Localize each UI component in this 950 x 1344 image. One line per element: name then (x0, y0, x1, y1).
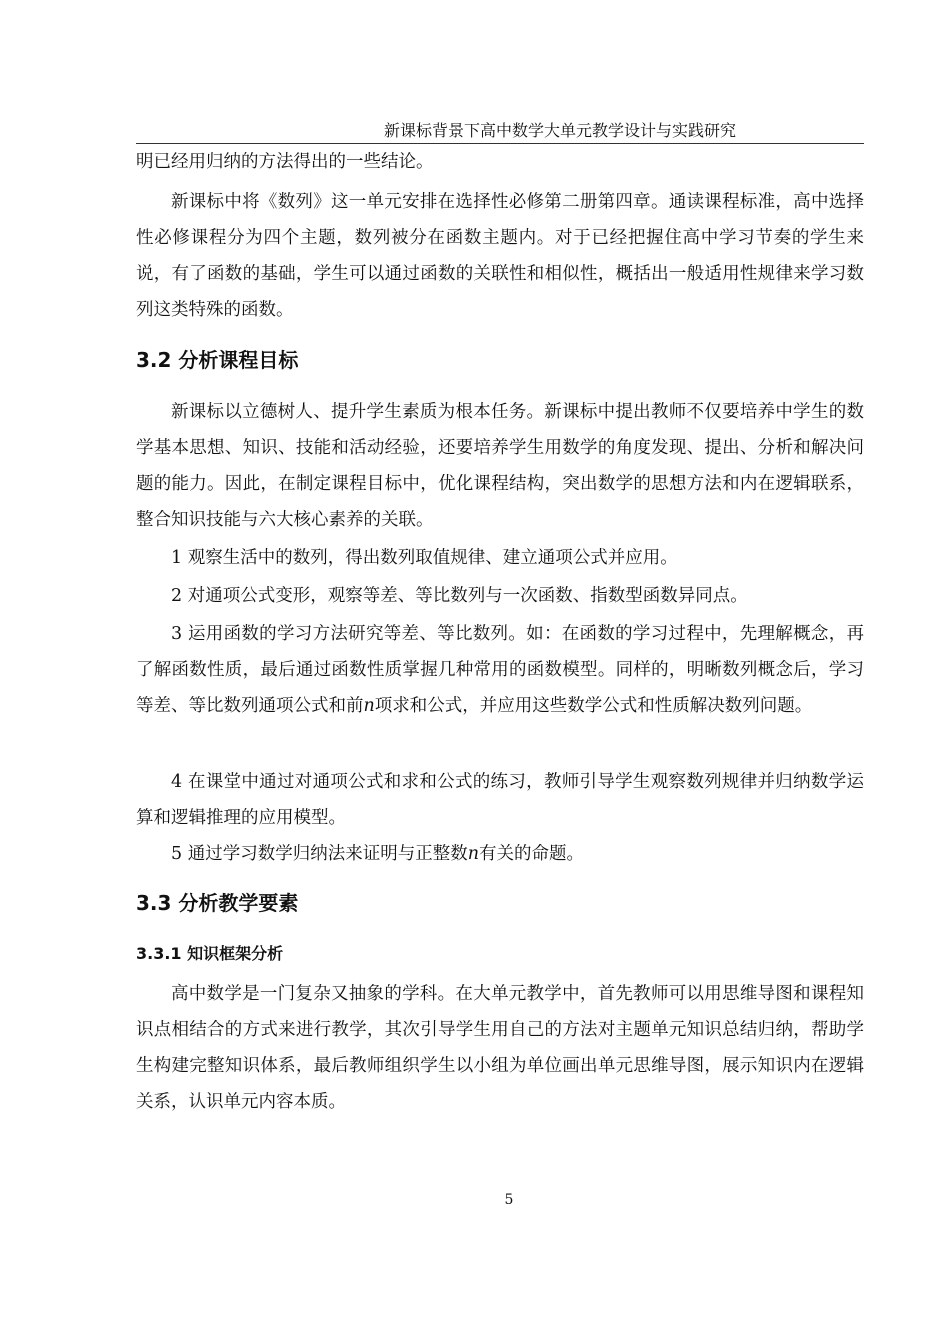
paragraph-continuation: 明已经用归纳的方法得出的一些结论。 (136, 152, 434, 172)
section-heading-3-2: 3.2 分析课程目标 (136, 348, 299, 372)
goal-item-3 (136, 616, 864, 724)
goal-item-5-text-b: 有关的命题。 (478, 844, 584, 864)
goal-item-4: 4 在课堂中通过对通项公式和求和公式的练习，教师引导学生观察数列规律并归纳数学运算和逻辑推理的应用模型。 (136, 772, 864, 828)
page-number: 5 (504, 1192, 514, 1208)
goal-item-3-text-b: 项求和公式，并应用这些数学公式和性质解决数列问题。 (374, 696, 813, 716)
math-variable-n: n (467, 844, 479, 864)
math-variable-n: n (363, 696, 375, 716)
goal-item-5 (136, 836, 864, 872)
paragraph-curriculum-placement: 新课标中将《数列》这一单元安排在选择性必修第二册第四章。通读课程标准，高中选择性必修课程分为四个主题，数列被分在函数主题内。对于已经把握住高中学习节奏的学生来说，有了函数的基础，学生可以通过函数的关联性和相似性，概括出一般适用性规律来学习数列这类特殊的函数。 (136, 192, 864, 320)
goal-item-3-text-a: 3 运用函数的学习方法研究等差、等比数列。如：在函数的学习过程中，先理解概念，再了解函数性质，最后通过函数性质掌握几种常用的函数模型。同样的，明晰数列概念后，学习等差、等比数列通项公式和前 (136, 624, 864, 716)
paragraph-knowledge-framework: 高中数学是一门复杂又抽象的学科。在大单元教学中，首先教师可以用思维导图和课程知识点相结合的方式来进行教学，其次引导学生用自己的方法对主题单元知识总结归纳，帮助学生构建完整知识体系，最后教师组织学生以小组为单位画出单元思维导图，展示知识内在逻辑关系，认识单元内容本质。 (136, 984, 864, 1112)
subsection-heading-3-3-1: 3.3.1 知识框架分析 (136, 944, 284, 963)
goal-item-1: 1 观察生活中的数列，得出数列取值规律、建立通项公式并应用。 (171, 548, 678, 568)
goal-item-5-text-a: 5 通过学习数学归纳法来证明与正整数 (171, 844, 468, 864)
running-header (136, 118, 864, 144)
running-header-title: 新课标背景下高中数学大单元教学设计与实践研究 (383, 121, 736, 140)
paragraph-course-goals: 新课标以立德树人、提升学生素质为根本任务。新课标中提出教师不仅要培养中学生的数学基本思想、知识、技能和活动经验，还要培养学生用数学的角度发现、提出、分析和解决问题的能力。因此，在制定课程目标中，优化课程结构，突出数学的思想方法和内在逻辑联系，整合知识技能与六大核心素养的关联。 (136, 402, 864, 530)
section-heading-3-3: 3.3 分析教学要素 (136, 891, 299, 915)
goal-item-2: 2 对通项公式变形，观察等差、等比数列与一次函数、指数型函数异同点。 (171, 586, 748, 606)
